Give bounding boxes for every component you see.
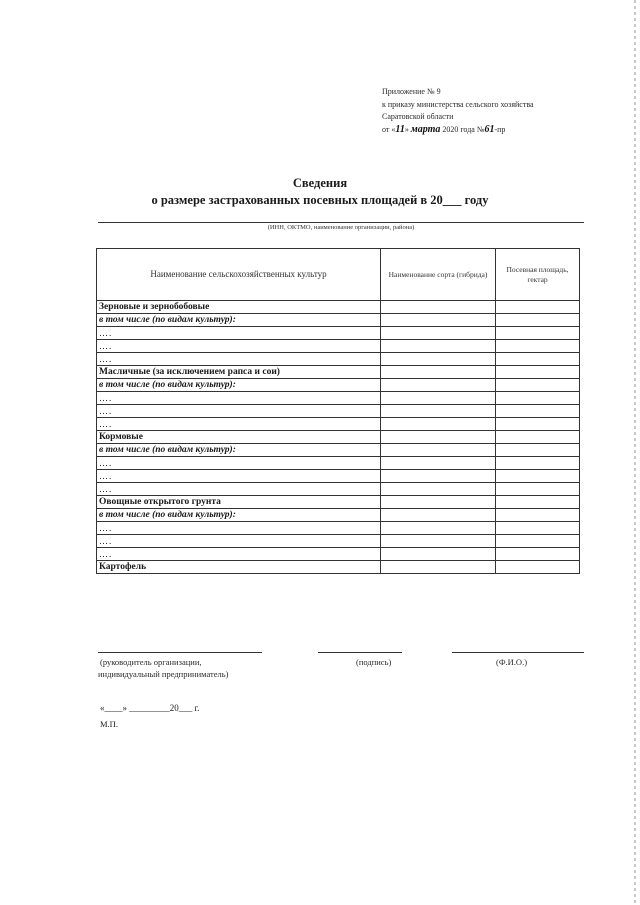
appendix-date-mid: » xyxy=(404,124,411,134)
area-cell xyxy=(496,483,580,496)
stamp-place: М.П. xyxy=(100,719,118,729)
crops-table xyxy=(96,248,580,574)
variety-cell xyxy=(381,483,496,496)
signature-fio-line xyxy=(452,652,584,653)
appendix-line-3: Саратовской области xyxy=(382,112,454,121)
table-header-row xyxy=(97,249,580,301)
variety-cell xyxy=(381,301,496,314)
area-cell xyxy=(496,444,580,457)
table-row xyxy=(97,470,580,483)
table-row xyxy=(97,327,580,340)
signature-head-caption-2: индивидуальный предприниматель) xyxy=(98,669,229,679)
table-row xyxy=(97,379,580,392)
table-row xyxy=(97,314,580,327)
scan-edge xyxy=(634,0,636,905)
crop-subheading-cell: в том числе (по видам культур): xyxy=(97,314,381,327)
table-row xyxy=(97,483,580,496)
variety-cell xyxy=(381,470,496,483)
variety-cell xyxy=(381,340,496,353)
document-subtitle: о размере застрахованных посевных площадей в 20___ году xyxy=(151,193,489,207)
crop-entry-cell: …. xyxy=(97,457,381,470)
signature-head-line xyxy=(98,652,262,653)
appendix-number: 61 xyxy=(484,123,495,135)
header-variety: Наименование сорта (гибрида) xyxy=(381,249,496,301)
area-cell xyxy=(496,366,580,379)
document-title: Сведения xyxy=(292,176,348,190)
table-row xyxy=(97,392,580,405)
date-line: «____» _________20___ г. xyxy=(100,703,200,713)
variety-cell xyxy=(381,535,496,548)
signature-sign-line xyxy=(318,652,402,653)
appendix-day: 11 xyxy=(395,123,405,135)
area-cell xyxy=(496,535,580,548)
area-cell xyxy=(496,470,580,483)
signature-head-caption-1: (руководитель организации, xyxy=(100,657,202,667)
appendix-line-1: Приложение № 9 xyxy=(382,87,441,96)
variety-cell xyxy=(381,444,496,457)
table-body xyxy=(97,301,580,574)
crop-entry-cell: …. xyxy=(97,548,381,561)
area-cell xyxy=(496,548,580,561)
variety-cell xyxy=(381,418,496,431)
crop-category-cell: Картофель xyxy=(97,561,381,574)
area-cell xyxy=(496,561,580,574)
table-row xyxy=(97,535,580,548)
area-cell xyxy=(496,327,580,340)
crop-entry-cell: …. xyxy=(97,392,381,405)
signature-fio-caption: (Ф.И.О.) xyxy=(496,657,528,667)
crop-entry-cell: …. xyxy=(97,327,381,340)
crop-entry-cell: …. xyxy=(97,353,381,366)
area-cell xyxy=(496,457,580,470)
crop-entry-cell: …. xyxy=(97,470,381,483)
area-cell xyxy=(496,522,580,535)
area-cell xyxy=(496,379,580,392)
table-row xyxy=(97,366,580,379)
appendix-date-prefix: от « xyxy=(382,124,396,134)
table-row xyxy=(97,444,580,457)
crop-entry-cell: …. xyxy=(97,535,381,548)
crop-subheading-cell: в том числе (по видам культур): xyxy=(97,444,381,457)
table-row xyxy=(97,418,580,431)
variety-cell xyxy=(381,561,496,574)
variety-cell xyxy=(381,405,496,418)
crop-subheading-cell: в том числе (по видам культур): xyxy=(97,379,381,392)
table-row xyxy=(97,431,580,444)
crop-category-cell: Кормовые xyxy=(97,431,381,444)
crop-entry-cell: …. xyxy=(97,340,381,353)
table-row xyxy=(97,496,580,509)
signature-sign-caption: (подпись) xyxy=(356,657,392,667)
crop-subheading-cell: в том числе (по видам культур): xyxy=(97,509,381,522)
table-row xyxy=(97,457,580,470)
area-cell xyxy=(496,418,580,431)
crop-category-cell: Овощные открытого грунта xyxy=(97,496,381,509)
crop-entry-cell: …. xyxy=(97,418,381,431)
table-row xyxy=(97,522,580,535)
appendix-suffix: -пр xyxy=(494,124,506,134)
variety-cell xyxy=(381,392,496,405)
org-caption: (ИНН, ОКТМО, наименование организации, района) xyxy=(267,224,415,231)
appendix-line-2: к приказу министерства сельского хозяйства xyxy=(382,99,534,109)
area-cell xyxy=(496,353,580,366)
table-row xyxy=(97,301,580,314)
appendix-note xyxy=(382,86,592,136)
variety-cell xyxy=(381,522,496,535)
variety-cell xyxy=(381,509,496,522)
variety-cell xyxy=(381,379,496,392)
header-area: Посевная площадь, гектар xyxy=(496,249,580,301)
table-row xyxy=(97,353,580,366)
table-row xyxy=(97,509,580,522)
area-cell xyxy=(496,431,580,444)
crop-entry-cell: …. xyxy=(97,483,381,496)
variety-cell xyxy=(381,353,496,366)
crop-entry-cell: …. xyxy=(97,405,381,418)
appendix-month: марта xyxy=(410,123,441,135)
area-cell xyxy=(496,405,580,418)
crop-category-cell: Зерновые и зернобобовые xyxy=(97,301,381,314)
area-cell xyxy=(496,509,580,522)
area-cell xyxy=(496,392,580,405)
crop-category-cell: Масличные (за исключением рапса и сои) xyxy=(97,366,381,379)
table-row xyxy=(97,561,580,574)
org-fill-line xyxy=(98,222,584,223)
variety-cell xyxy=(381,496,496,509)
variety-cell xyxy=(381,366,496,379)
variety-cell xyxy=(381,457,496,470)
table-row xyxy=(97,340,580,353)
table-row xyxy=(97,548,580,561)
crop-entry-cell: …. xyxy=(97,522,381,535)
variety-cell xyxy=(381,314,496,327)
header-crop: Наименование сельскохозяйственных культур xyxy=(97,249,381,301)
variety-cell xyxy=(381,431,496,444)
variety-cell xyxy=(381,548,496,561)
area-cell xyxy=(496,340,580,353)
area-cell xyxy=(496,496,580,509)
area-cell xyxy=(496,314,580,327)
appendix-line-4 xyxy=(382,124,592,137)
variety-cell xyxy=(381,327,496,340)
area-cell xyxy=(496,301,580,314)
table-row xyxy=(97,405,580,418)
appendix-year: 2020 года № xyxy=(440,124,485,134)
